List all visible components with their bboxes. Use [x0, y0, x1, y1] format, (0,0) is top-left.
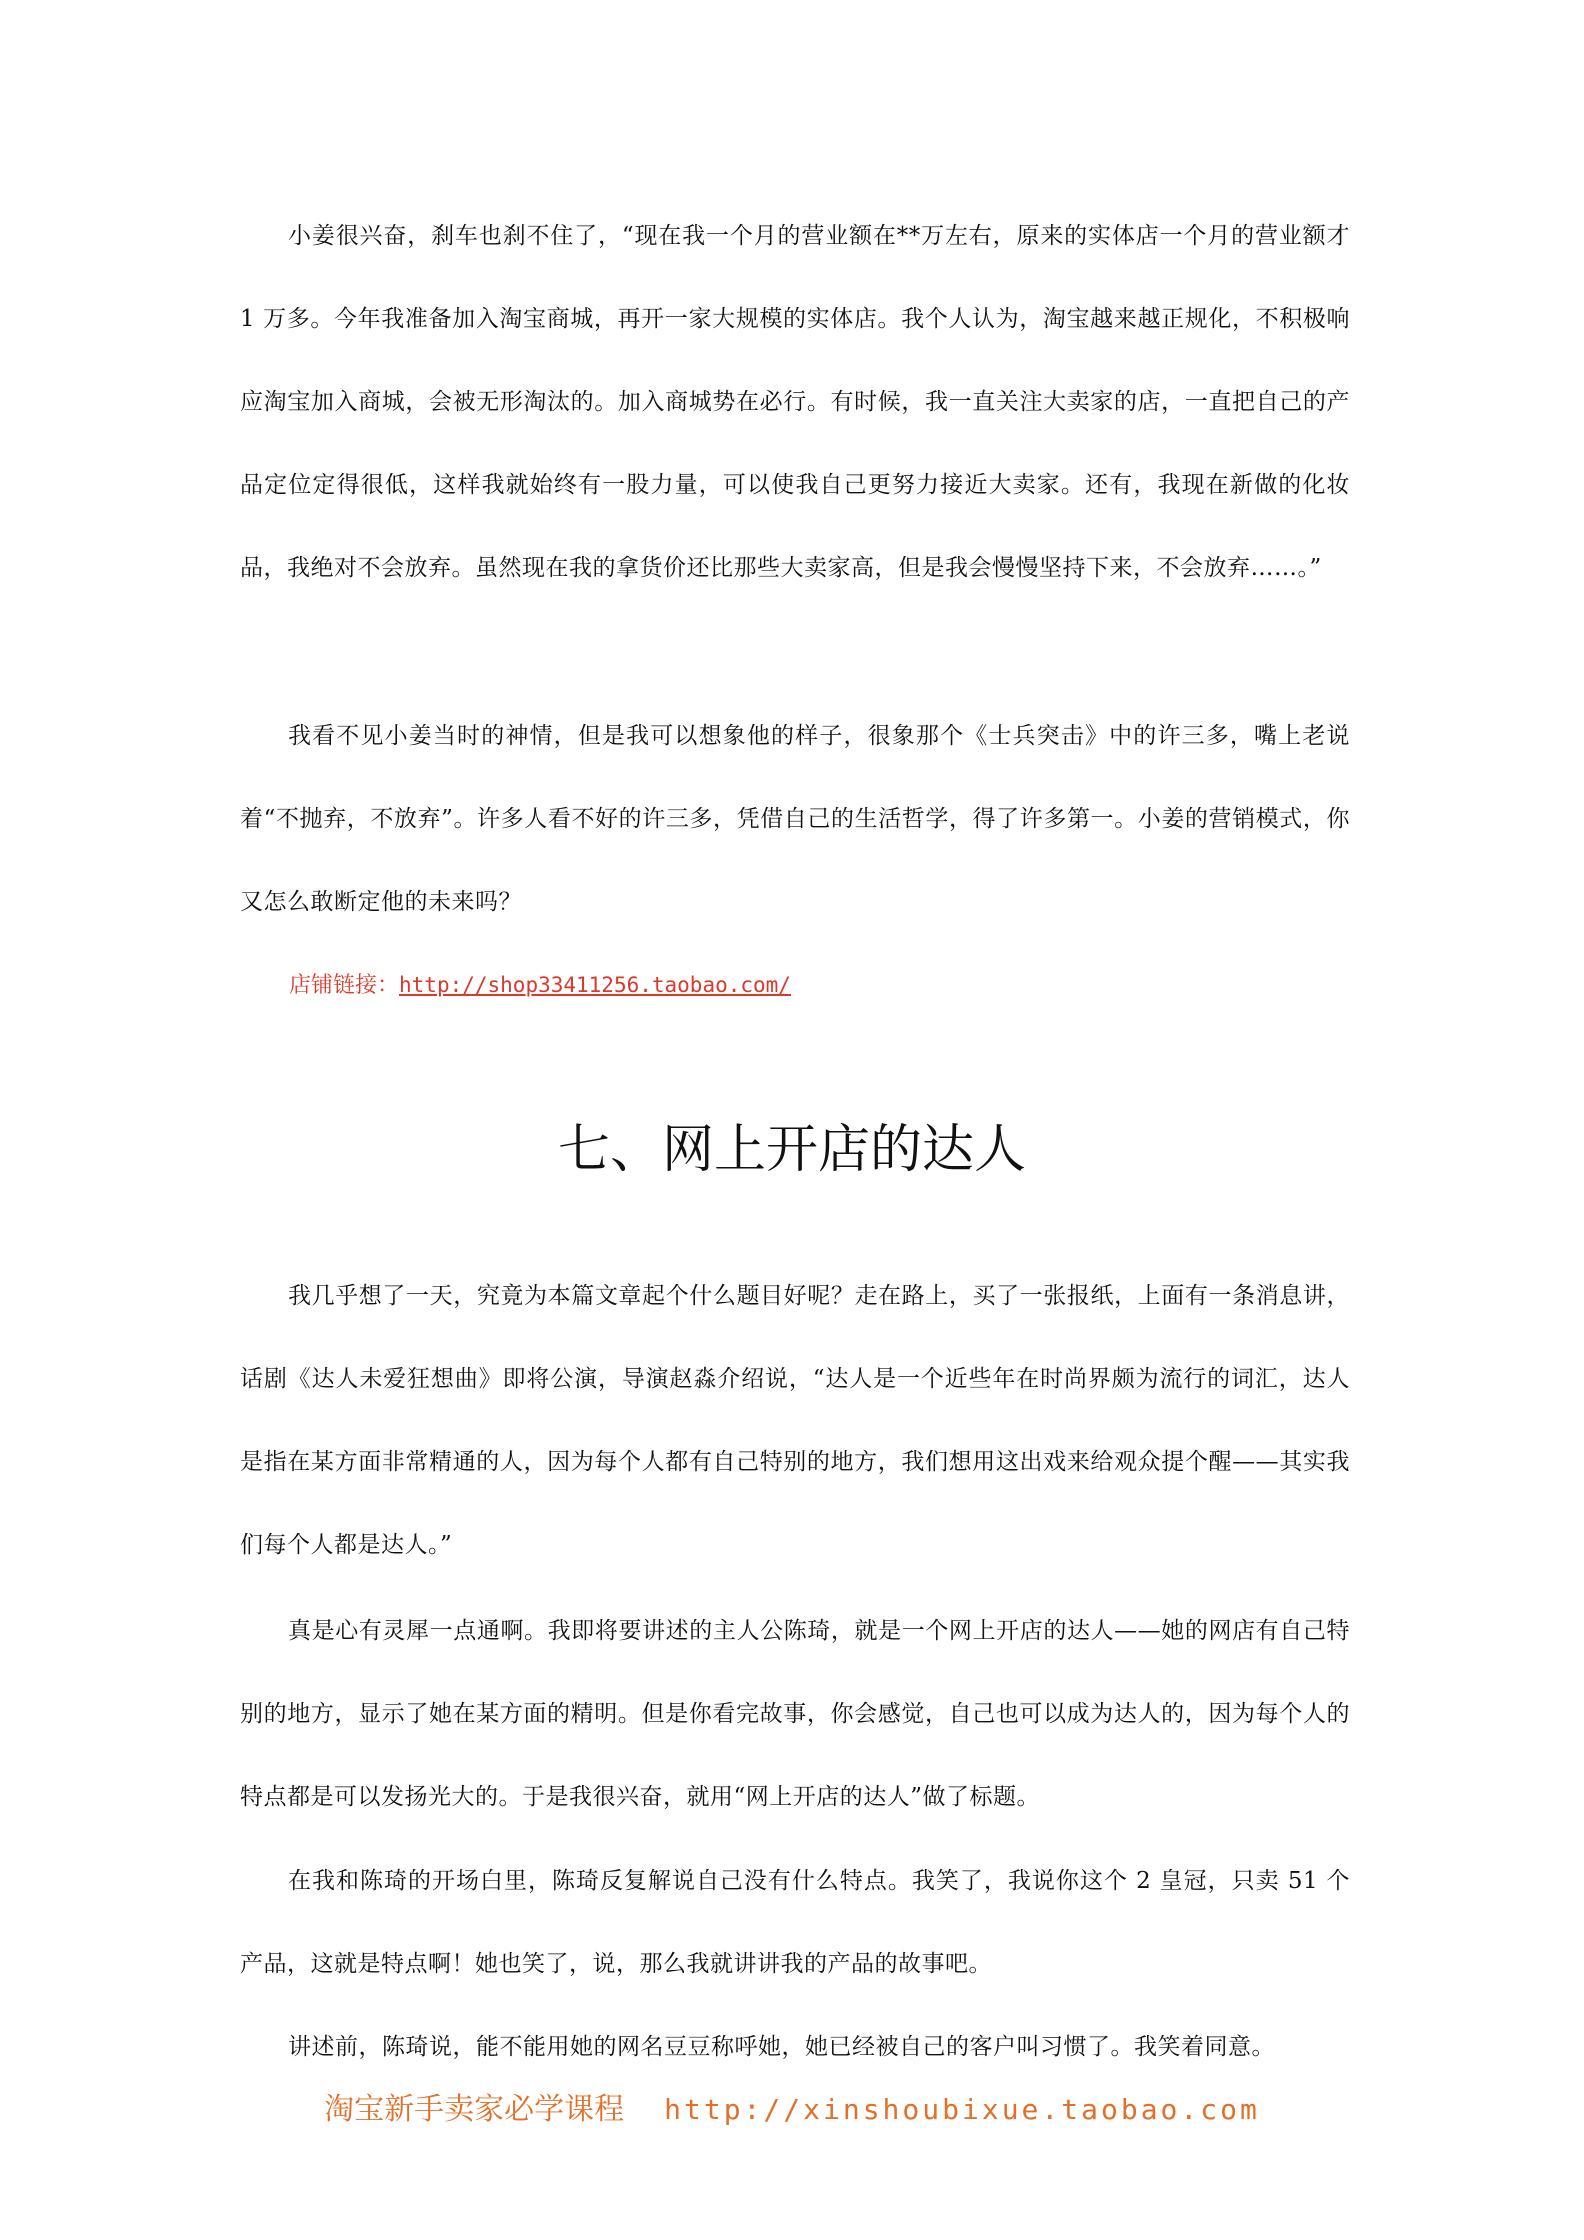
paragraph-xiaojiang-quote: 小姜很兴奋，刹车也刹不住了，“现在我一个月的营业额在**万左右，原来的实体店一个月的营业额才 1 万多。今年我准备加入淘宝商城，再开一家大规模的实体店。我个人认为，淘宝越来越正规化，不积极响应淘宝加入商城，会被无形淘汰的。加入商城势在必行。有时候，我一直关注大卖家的店，一直把自己的产品定位定得很低，这样我就始终有一股力量，可以使我自己更努力接近大卖家。还有，我现在新做的化妆品，我绝对不会放弃。虽然现在我的拿货价还比那些大卖家高，但是我会慢慢坚持下来，不会放弃……。” [240, 223, 1350, 581]
footer-course-title: 淘宝新手卖家必学课程 [324, 2092, 625, 2127]
section-title: 七、网上开店的达人 [557, 1120, 1026, 1180]
paragraph-daren-intro: 我几乎想了一天，究竟为本篇文章起个什么题目好呢？走在路上，买了一张报纸，上面有一条消息讲，话剧《达人未爱狂想曲》即将公演，导演赵淼介绍说，“达人是一个近些年在时尚界颇为流行的词汇，达人是指在某方面非常精通的人，因为每个人都有自己特别的地方，我们想用这出戏来给观众提个醒——其实我们每个人都是达人。” [240, 1283, 1350, 1558]
store-link-url[interactable]: http://shop33411256.taobao.com/ [399, 973, 791, 997]
paragraph-xusanduo: 我看不见小姜当时的神情，但是我可以想象他的样子，很象那个《士兵突击》中的许三多，嘴上老说着“不抛弃，不放弃”。许多人看不好的许三多，凭借自己的生活哲学，得了许多第一。小姜的营销模式，你又怎么敢断定他的未来吗？ [240, 723, 1350, 915]
footer-url[interactable]: http://xinshoubixue.taobao.com [664, 2093, 1260, 2126]
store-link-label: 店铺链接： [289, 973, 400, 998]
paragraph-opening: 在我和陈琦的开场白里，陈琦反复解说自己没有什么特点。我笑了，我说你这个 2 皇冠，只卖 51 个产品，这就是特点啊！她也笑了，说，那么我就讲讲我的产品的故事吧。 [240, 1868, 1350, 1977]
paragraph-nickname: 讲述前，陈琦说，能不能用她的网名豆豆称呼她，她已经被自己的客户叫习惯了。我笑着同意。 [288, 2034, 1275, 2060]
store-link-line [289, 955, 791, 1016]
footer-banner [0, 2080, 1584, 2140]
paragraph-chenqi-intro: 真是心有灵犀一点通啊。我即将要讲述的主人公陈琦，就是一个网上开店的达人——她的网店有自己特别的地方，显示了她在某方面的精明。但是你看完故事，你会感觉，自己也可以成为达人的，因为每个人的特点都是可以发扬光大的。于是我很兴奋，就用“网上开店的达人”做了标题。 [240, 1618, 1350, 1810]
